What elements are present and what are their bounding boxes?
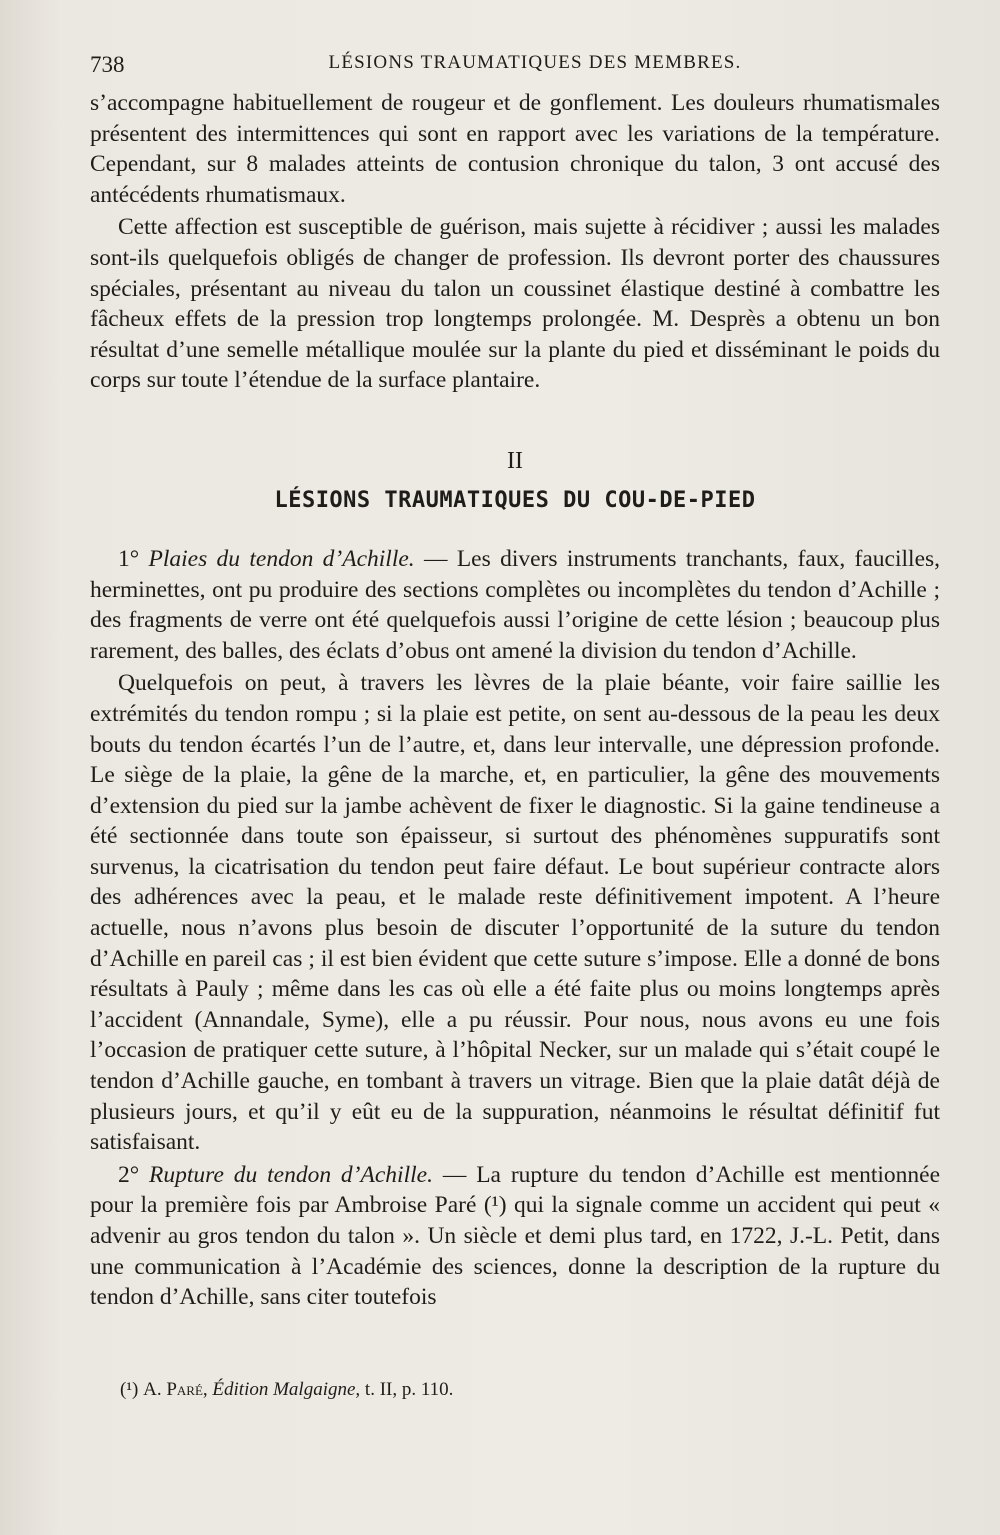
footnote-reference: (¹) [483,1192,507,1219]
page-body [90,88,940,1313]
footnote-ref: t. II, p. 110. [364,1379,454,1400]
paragraph [90,544,940,666]
footnote [120,1378,940,1402]
footnote-author: A. Paré, [143,1379,208,1400]
item-number: 2° [118,1161,140,1188]
running-title: LÉSIONS TRAUMATIQUES DES MEMBRES. [328,52,742,73]
item-number: 1° [118,545,140,572]
paragraph: Cette affection est susceptible de guérison, mais sujette à récidiver ; aussi les malades sont-ils quelquefois obligés de changer de profession. Ils devront porter des chaussures spéciales, présentant au niveau du talon un coussinet élastique destiné à combattre les fâcheux effets de la pression trop longtemps prolongée. M. Desprès a obtenu un bon résultat d’une semelle métallique moulée sur la plante du pied et disséminant le poids du corps sur toute l’étendue de la surface plantaire. [90,214,940,394]
item-title: Plaies du tendon d’Achille. [148,545,415,572]
footnote-edition: Édition Malgaigne, [212,1379,361,1400]
paragraph: s’accompagne habituellement de rougeur et de gonflement. Les douleurs rhumatismales présentent des intermittences qui sont en rapport avec les variations de la température. Cependant, sur 8 malades atteints de contusion chronique du talon, 3 ont accusé des antécédents rhumatismaux. [90,90,940,208]
section-title: LÉSIONS TRAUMATIQUES DU COU-DE-PIED [274,487,756,513]
item-title: Rupture du tendon d’Achille. [149,1161,433,1188]
paragraph-text: — Les divers instruments tranchants, faux, faucilles, herminettes, ont pu produire des sections complètes ou incomplètes du tendon d’Achille ; des fragments de verre ont été quelquefois aussi l’origine de cette lésion ; beaucoup plus rarement, des balles, des éclats d’obus ont amené la division du tendon d’Achille. [90,545,941,664]
paragraph-text: qui la signale comme un accident qui peut « advenir au gros tendon du talon ». Un siècle et demi plus tard, en 1722, J.-L. Petit, dans une communication à l’Académie des sciences, donne la description de la rupture du tendon d’Achille, sans citer toutefois [90,1192,940,1311]
section-numeral: II [507,447,523,474]
page-header [90,52,940,82]
paragraph [90,1160,940,1313]
paragraph-text: — La rupture du tendon d’Achille est mentionnée pour la première fois par Ambroise Paré [90,1161,940,1219]
page-number: 738 [90,52,125,77]
footnote-marker: (¹) [120,1379,139,1400]
paragraph: Quelquefois on peut, à travers les lèvres de la plaie béante, voir faire saillie les extrémités du tendon rompu ; si la plaie est petite, on sent au-dessous de la peau les deux bouts du tendon écartés l’un de l’autre, et, dans leur intervalle, une dépression profonde. Le siège de la plaie, la gêne de la marche, et, en particulier, la gêne des mouvements d’extension du pied sur la jambe achèvent de fixer le diagnostic. Si la gaine tendineuse a été sectionnée dans toute son épaisseur, si surtout des phénomènes suppuratifs sont survenus, la cicatrisation du tendon peut faire défaut. Le bout supérieur contracte alors des adhérences avec la peau, et le malade reste définitivement impotent. A l’heure actuelle, nous n’avons plus besoin de discuter l’opportunité de la suture du tendon d’Achille en pareil cas ; il est bien évident que cette suture s’impose. Elle a donné de bons résultats à Pauly ; même dans les cas où elle a été faite plus ou moins longtemps après l’accident (Annandale, Syme), elle a pu réussir. Pour nous, nous avons eu une fois l’occasion de pratiquer cette suture, à l’hôpital Necker, sur un malade qui s’était coupé le tendon d’Achille gauche, en tombant à travers un vitrage. Bien que la plaie datât déjà de plusieurs jours, et qu’il y eût eu de la suppuration, néanmoins le résultat définitif fut satisfaisant. [90,670,940,1156]
